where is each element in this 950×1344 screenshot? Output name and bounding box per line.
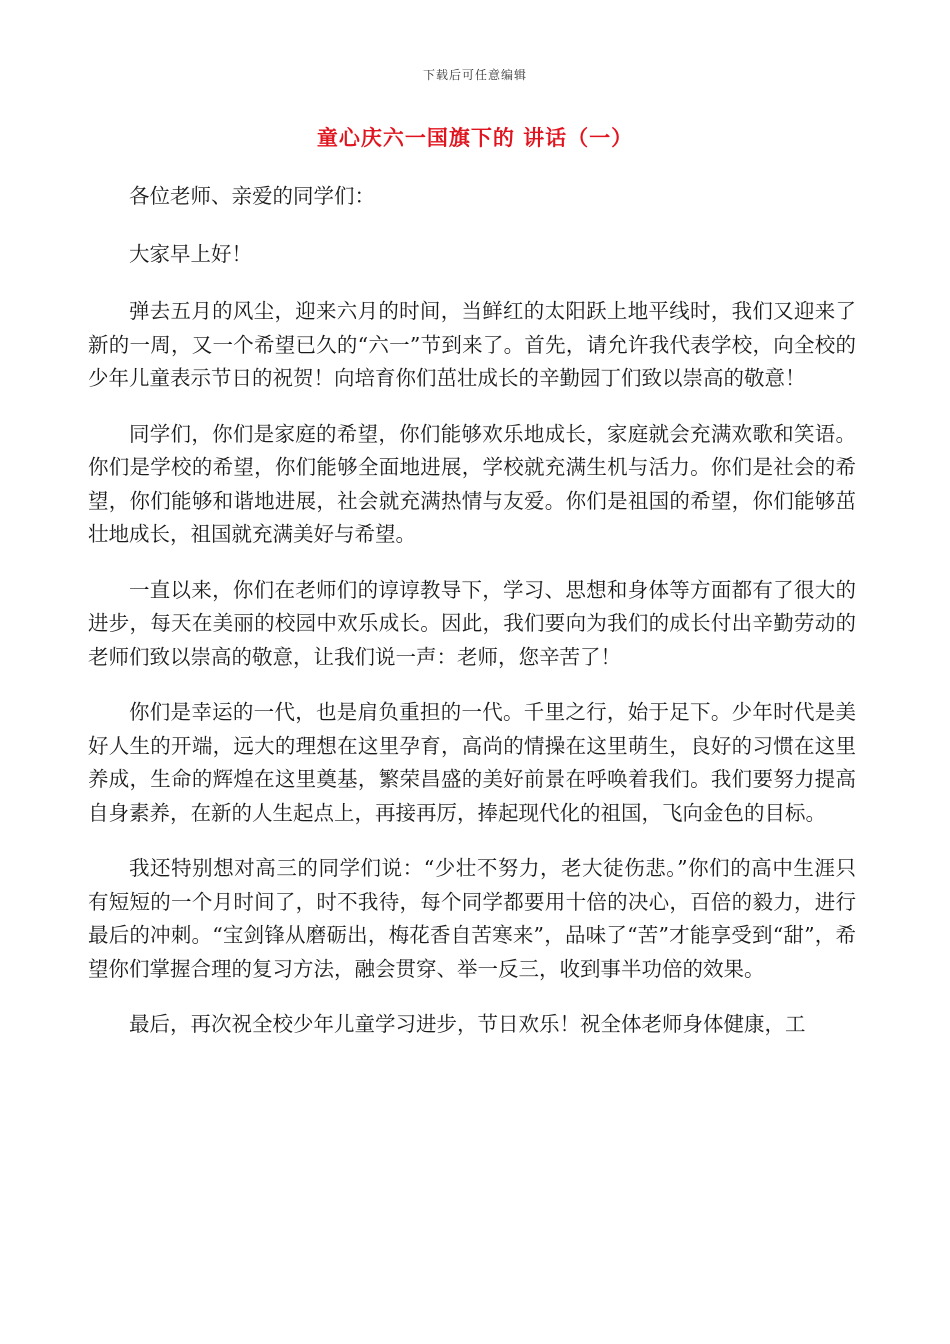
body-paragraph: 你们是幸运的一代，也是肩负重担的一代。千里之行，始于足下。少年时代是美好人生的开端，远大的理想在这里孕育，高尚的情操在这里萌生，良好的习惯在这里养成，生命的辉煌在这里奠基，繁荣昌盛的美好前景在呼唤着我们。我们要努力提高自身素养，在新的人生起点上，再接再厉，捧起现代化的祖国，飞向金色的目标。 [88, 700, 856, 825]
document-title: 童心庆六一国旗下的 讲话（一） [316, 125, 634, 150]
salutation-paragraph: 各位老师、亲爱的同学们： [129, 184, 375, 208]
body-paragraph: 最后，再次祝全校少年儿童学习进步，节日欢乐！祝全体老师身体健康，工 [129, 1012, 806, 1036]
header-note: 下载后可任意编辑 [422, 68, 527, 82]
greeting-paragraph: 大家早上好！ [129, 241, 252, 266]
document-body [88, 180, 856, 1064]
body-paragraph: 弹去五月的风尘，迎来六月的时间，当鲜红的太阳跃上地平线时，我们又迎来了新的一周，又一个希望已久的“六一”节到来了。首先，请允许我代表学校，向全校的少年儿童表示节日的祝贺！向培育你们茁壮成长的辛勤园丁们致以崇高的敬意！ [88, 299, 856, 390]
body-paragraph: 我还特别想对高三的同学们说：“少壮不努力，老大徒伤悲。”你们的高中生涯只有短短的一个月时间了，时不我待，每个同学都要用十倍的决心，百倍的毅力，进行最后的冲刺。“宝剑锋从磨砺出，梅花香自苦寒来”，品味了“苦”才能享受到“甜”，希望你们掌握合理的复习方法，融会贯穿、举一反三，收到事半功倍的效果。 [88, 856, 856, 981]
body-paragraph: 一直以来，你们在老师们的谆谆教导下，学习、思想和身体等方面都有了很大的进步，每天在美丽的校园中欢乐成长。因此，我们要向为我们的成长付出辛勤劳动的老师们致以崇高的敬意，让我们说一声：老师，您辛苦了！ [88, 577, 856, 669]
body-paragraph: 同学们，你们是家庭的希望，你们能够欢乐地成长，家庭就会充满欢歌和笑语。你们是学校的希望，你们能够全面地进展，学校就充满生机与活力。你们是社会的希望，你们能够和谐地进展，社会就充满热情与友爱。你们是祖国的希望，你们能够茁壮地成长，祖国就充满美好与希望。 [88, 421, 856, 546]
